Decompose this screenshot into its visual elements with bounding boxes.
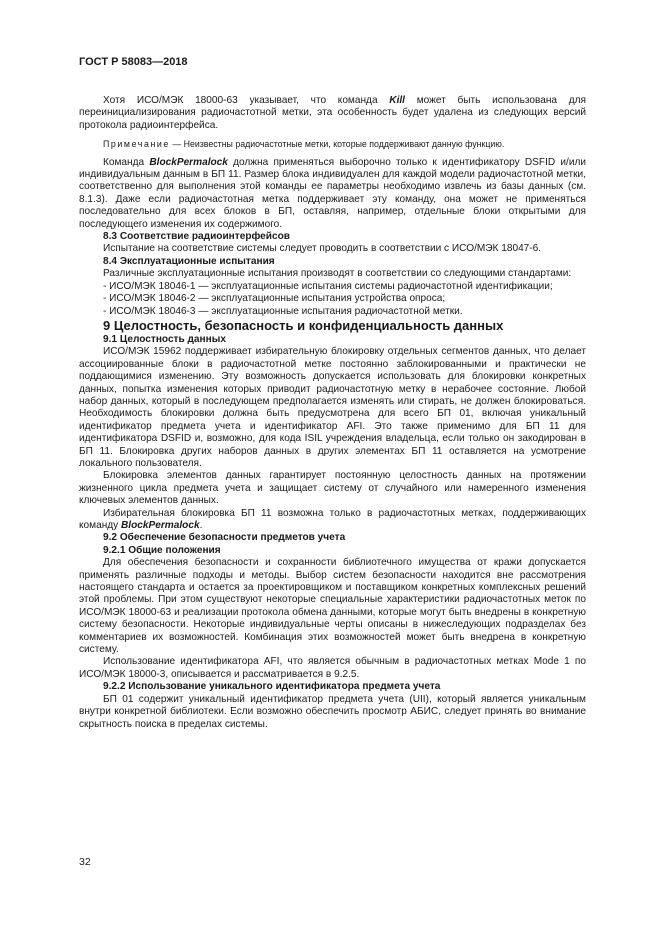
section-heading-9-1: 9.1 Целостность данных — [103, 333, 226, 345]
section-heading-8-4: 8.4 Эксплуатационные испытания — [103, 255, 275, 267]
paragraph-9-2-1-a: Для обеспечения безопасности и сохранности библиотечного имущества от кражи допускается применять различные подходы и методы. Выбор систем безопасности находится вне рассмотрения настоящего стандарта и остается за проектировщиком и поставщиком конкретных комплексных решений этой проблемы. При этом существуют некоторые специальные характеристики радиочастотных меток по ИСО/МЭК 18000-63 и реализации протокола обмена данными, которые могут быть внедрены в конкретную систему безопасности. Некоторые индивидуальные черты описаны в нижеследующих подразделах без комментариев их возможностей. Комбинация этих возможностей может быть внедрена в конкретную систему. — [79, 557, 586, 656]
paragraph-blockpermalock: Команда BlockPermalock должна применяться выборочно только к идентификатору DSFID и/или индивидуальным данным в БП 11. Размер блока индивидуален для каждой модели радиочастотной метки, соответственно для выполнения этой команды ее параметры необходимо извлечь из базы данных (см. 8.1.3). Даже если радиочастотная метка поддерживает эту команду, она может не применяться последовательно для всех блоков в БП, оставляя, например, отдельные блоки открытыми для последующего изменения их содержимого. — [79, 156, 586, 230]
paragraph-kill-command: Хотя ИСО/МЭК 18000-63 указывает, что команда Kill может быть использована для переинициализирования радиочастотной метки, эта особенность будет удалена из следующих версий протокола радиоинтерфейса. — [79, 95, 586, 131]
paragraph-9-2-1-b: Использование идентификатора AFI, что является обычным в радиочастотных метках Mode 1 по ИСО/МЭК 18000-3, описывается и рассматривается в 9.2.5. — [79, 656, 586, 680]
section-heading-9-2: 9.2 Обеспечение безопасности предметов учета — [103, 532, 346, 544]
page-number: 32 — [79, 856, 91, 868]
note-label: Примечание — [103, 139, 170, 150]
list-item: - ИСО/МЭК 18046-2 — эксплуатационные испытания устройства опроса; — [103, 293, 446, 305]
page-body — [79, 95, 586, 731]
note-text: — Неизвестны радиочастотные метки, которые поддерживают данную функцию. — [169, 139, 505, 150]
paragraph-9-1-b: Блокировка элементов данных гарантирует постоянную целостность данных на протяжении жизненного цикла предмета учета и защищает систему от случайного или намеренного изменения ключевых элементов данных. — [79, 470, 586, 507]
paragraph-9-2-2: БП 01 содержит уникальный идентификатор предмета учета (UII), который является уникальным внутри конкретной библиотеки. Если возможно обеспечить просмотр АБИС, следует принять во внимание скрытность поиска в пределах системы. — [79, 693, 586, 730]
section-heading-9-2-1: 9.2.1 Общие положения — [103, 544, 221, 556]
command-blockpermalock: BlockPermalock — [149, 156, 228, 168]
paragraph-9-1-a: ИСО/МЭК 15962 поддерживает избирательную блокировку отдельных сегментов данных, что делает ассоциированные блоки в радиочастотной метке постоянно заблокированными и практически не поддающимися изменению. Эту возможность допускается использовать для блокировки конкретных данных, попытка изменения которых приводит радиочастотную метку в нерабочее состояние. Любой набор данных, который в последующем предполагается изменять или стирать, не должен блокироваться. Необходимость блокировки должна быть предусмотрена для всего БП 01, включая уникальный идентификатор предмета учета и идентификатор AFI. Это также применимо для БП 11 для идентификатора DSFID и, возможно, для кода ISIL учреждения владельца, если только он закодирован в БП 11. Блокировка других наборов данных в других элементах БП 11 оставляется на усмотрение локального пользователя. — [79, 346, 586, 469]
command-kill: Kill — [389, 95, 405, 106]
list-item: - ИСО/МЭК 18046-1 — эксплуатационные испытания системы радиочастотной идентификации; — [103, 280, 553, 292]
document-code: ГОСТ Р 58083—2018 — [79, 56, 188, 68]
paragraph-8-3: Испытание на соответствие системы следует проводить в соответствии с ИСО/МЭК 18047-6. — [103, 243, 542, 255]
section-heading-9-2-2: 9.2.2 Использование уникального идентификатора предмета учета — [103, 681, 441, 693]
note — [79, 138, 586, 150]
paragraph-9-1-c: Избирательная блокировка БП 11 возможна только в радиочастотных метках, поддерживающих команду BlockPermalock. — [79, 507, 586, 531]
section-heading-8-3: 8.3 Соответствие радиоинтерфейсов — [103, 231, 290, 243]
command-blockpermalock: BlockPermalock — [121, 520, 200, 531]
section-heading-9: 9 Целостность, безопасность и конфиденциальность данных — [103, 317, 504, 333]
paragraph-8-4-intro: Различные эксплуатационные испытания производят в соответствии со следующими стандартами: — [103, 268, 572, 280]
list-item: - ИСО/МЭК 18046-3 — эксплуатационные испытания радиочастотной метки. — [103, 305, 463, 317]
